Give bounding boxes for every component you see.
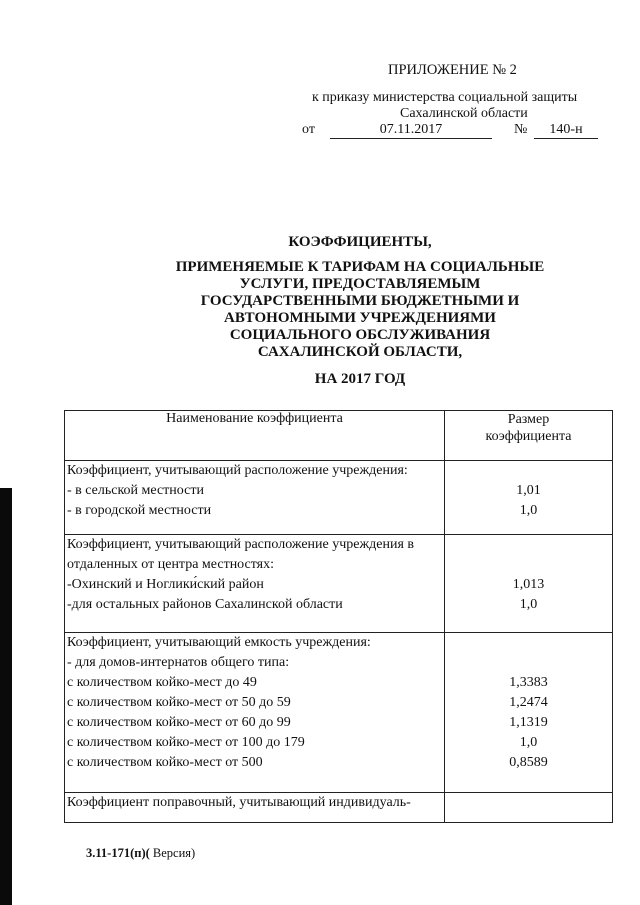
coefficient-line: с количеством койко-мест от 100 до 179 [67,735,305,750]
coefficient-value-cell [445,535,613,633]
footer-version: Версия) [149,846,196,860]
coefficient-value [445,793,612,813]
coefficient-value-cell [445,633,613,793]
number-label: № [514,122,528,137]
coefficient-value: 1,3383 [509,675,548,690]
table-row [65,633,613,793]
title-year: НА 2017 ГОД [314,371,406,387]
scan-edge-shadow [0,488,12,905]
coefficient-value: 1,1319 [509,715,548,730]
title-line: САХАЛИНСКОЙ ОБЛАСТИ, [257,344,463,360]
coefficient-line: с количеством койко-мест от 500 [67,755,263,770]
title-line: СОЦИАЛЬНОГО ОБСЛУЖИВАНИЯ [229,327,491,343]
from-label: от [302,122,315,137]
title-line: УСЛУГИ, ПРЕДОСТАВЛЯЕМЫМ [239,276,481,292]
coefficient-value [445,555,612,575]
table-row [65,535,613,633]
title-line: АВТОНОМНЫМИ УЧРЕЖДЕНИЯМИ [224,310,496,326]
column-header-value-line1: Размер [507,412,550,427]
order-date: 07.11.2017 [330,122,492,139]
column-header-value-line2: коэффициента [485,429,572,444]
coefficient-line: - для домов-интернатов общего типа: [67,655,290,670]
coefficient-line: Коэффициент, учитывающий емкость учреждения: [67,635,371,650]
coefficient-value: 1,013 [512,577,545,592]
coefficient-name-cell [65,793,445,823]
coefficient-line: Коэффициент, учитывающий расположение учреждения: [67,463,408,478]
coefficient-line: с количеством койко-мест от 60 до 99 [67,715,291,730]
coefficient-value: 1,0 [519,597,538,612]
coefficient-line: с количеством койко-мест от 50 до 59 [67,695,291,710]
column-header-name: Наименование коэффициента [65,411,445,461]
table-row [65,461,613,535]
coefficient-value [445,535,612,555]
appendix-label: ПРИЛОЖЕНИЕ № 2 [388,62,517,78]
coefficient-value: 0,8589 [509,755,548,770]
coefficient-value [445,461,612,481]
table-row [65,793,613,823]
coefficient-line: -для остальных районов Сахалинской области [67,597,343,612]
coefficient-value-cell [445,793,613,823]
coefficient-name-cell [65,633,445,793]
coefficient-name-cell [65,535,445,633]
order-line: к приказу министерства социальной защиты [312,90,578,105]
region-line: Сахалинской области [400,106,528,121]
coefficients-table [64,410,613,823]
coefficient-value: 1,01 [516,483,541,498]
coefficient-value: 1,0 [519,503,538,518]
document-footer [86,846,195,861]
coefficient-line: с количеством койко-мест до 49 [67,675,257,690]
coefficient-line: - в сельской местности [67,483,204,498]
coefficient-value: 1,0 [519,735,538,750]
coefficient-line: -Охинский и Ноглики́ский район [67,577,264,592]
footer-code: 3.11-171(п)( [86,846,150,860]
coefficient-line: - в городской местности [67,503,212,518]
column-header-value [445,411,613,461]
coefficient-line: отдаленных от центра местностях: [67,557,275,572]
coefficient-line: Коэффициент, учитывающий расположение учреждения в [67,537,415,552]
coefficient-value: 1,2474 [509,695,548,710]
order-number: 140-н [534,122,598,139]
coefficient-name-cell [65,461,445,535]
table-header-row [65,411,613,461]
coefficient-line: Коэффициент поправочный, учитывающий индивидуаль- [67,795,411,810]
coefficient-value [445,653,612,673]
document-title [110,234,610,388]
title-line: ГОСУДАРСТВЕННЫМИ БЮДЖЕТНЫМИ И [200,293,520,309]
coefficient-value-cell [445,461,613,535]
title-line: ПРИМЕНЯЕМЫЕ К ТАРИФАМ НА СОЦИАЛЬНЫЕ [175,259,545,275]
coefficient-value [445,633,612,653]
title-line: КОЭФФИЦИЕНТЫ, [288,234,432,250]
